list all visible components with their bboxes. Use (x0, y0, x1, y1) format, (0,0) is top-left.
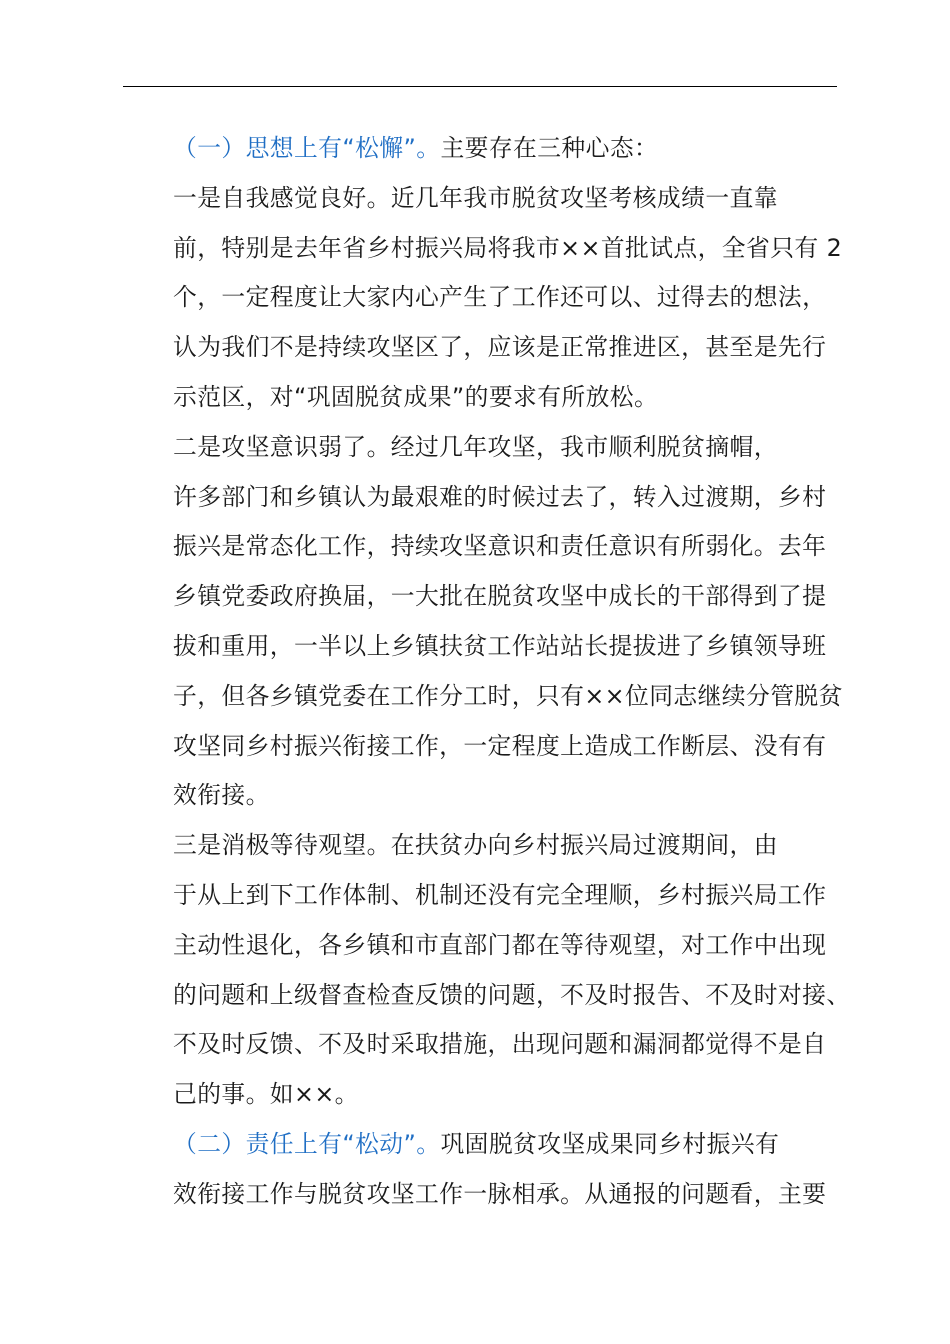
paragraph-line: 前，特别是去年省乡村振兴局将我市××首批试点，全省只有 2 (173, 233, 843, 262)
paragraph-line: 认为我们不是持续攻坚区了，应该是正常推进区，甚至是先行 (173, 333, 827, 362)
paragraph-line: 于从上到下工作体制、机制还没有完全理顺，乡村振兴局工作 (173, 880, 827, 909)
section-heading-1 (123, 124, 839, 174)
paragraph-2 (123, 423, 843, 821)
section-title-1: （一）思想上有“松懈”。 (173, 134, 441, 162)
section-tail-2: 巩固脱贫攻坚成果同乡村振兴有 (440, 1129, 780, 1158)
paragraph-line: 子，但各乡镇党委在工作分工时，只有××位同志继续分管脱贫 (173, 681, 843, 710)
header-rule (123, 86, 837, 87)
paragraph-line: 振兴是常态化工作，持续攻坚意识和责任意识有所弱化。去年 (173, 532, 827, 561)
paragraph-line: 攻坚同乡村振兴衔接工作，一定程度上造成工作断层、没有有 (173, 731, 827, 760)
document-body (123, 124, 851, 1220)
paragraph-3 (123, 821, 851, 1120)
paragraph-line: 拔和重用，一半以上乡镇扶贫工作站站长提拔进了乡镇领导班 (173, 631, 827, 660)
section-title-2: （二）责任上有“松动”。 (173, 1129, 441, 1158)
paragraph-line: 个，一定程度让大家内心产生了工作还可以、过得去的想法， (173, 283, 827, 312)
paragraph-line: 乡镇党委政府换届，一大批在脱贫攻坚中成长的干部得到了提 (173, 582, 827, 611)
paragraph-line: 示范区，对“巩固脱贫成果”的要求有所放松。 (173, 382, 659, 411)
section-heading-2 (123, 1120, 839, 1220)
paragraph-line: 效衔接工作与脱贫攻坚工作一脉相承。从通报的问题看，主要 (173, 1179, 827, 1208)
paragraph-line: 主动性退化，各乡镇和市直部门都在等待观望，对工作中出现 (173, 930, 827, 959)
paragraph-line: 的问题和上级督查检查反馈的问题，不及时报告、不及时对接、 (173, 980, 851, 1009)
paragraph-line: 二是攻坚意识弱了。经过几年攻坚，我市顺利脱贫摘帽， (173, 432, 778, 461)
section-tail-1: 主要存在三种心态： (440, 134, 659, 162)
paragraph-line: 己的事。如××。 (173, 1080, 359, 1109)
paragraph-line: 不及时反馈、不及时采取措施，出现问题和漏洞都觉得不是自 (173, 1030, 827, 1059)
paragraph-1 (123, 174, 843, 423)
paragraph-line: 一是自我感觉良好。近几年我市脱贫攻坚考核成绩一直靠 (173, 183, 778, 212)
paragraph-line: 许多部门和乡镇认为最艰难的时候过去了，转入过渡期，乡村 (173, 482, 827, 511)
paragraph-line: 效衔接。 (173, 781, 270, 810)
paragraph-line (123, 1120, 839, 1170)
paragraph-line: 三是消极等待观望。在扶贫办向乡村振兴局过渡期间，由 (173, 831, 778, 860)
